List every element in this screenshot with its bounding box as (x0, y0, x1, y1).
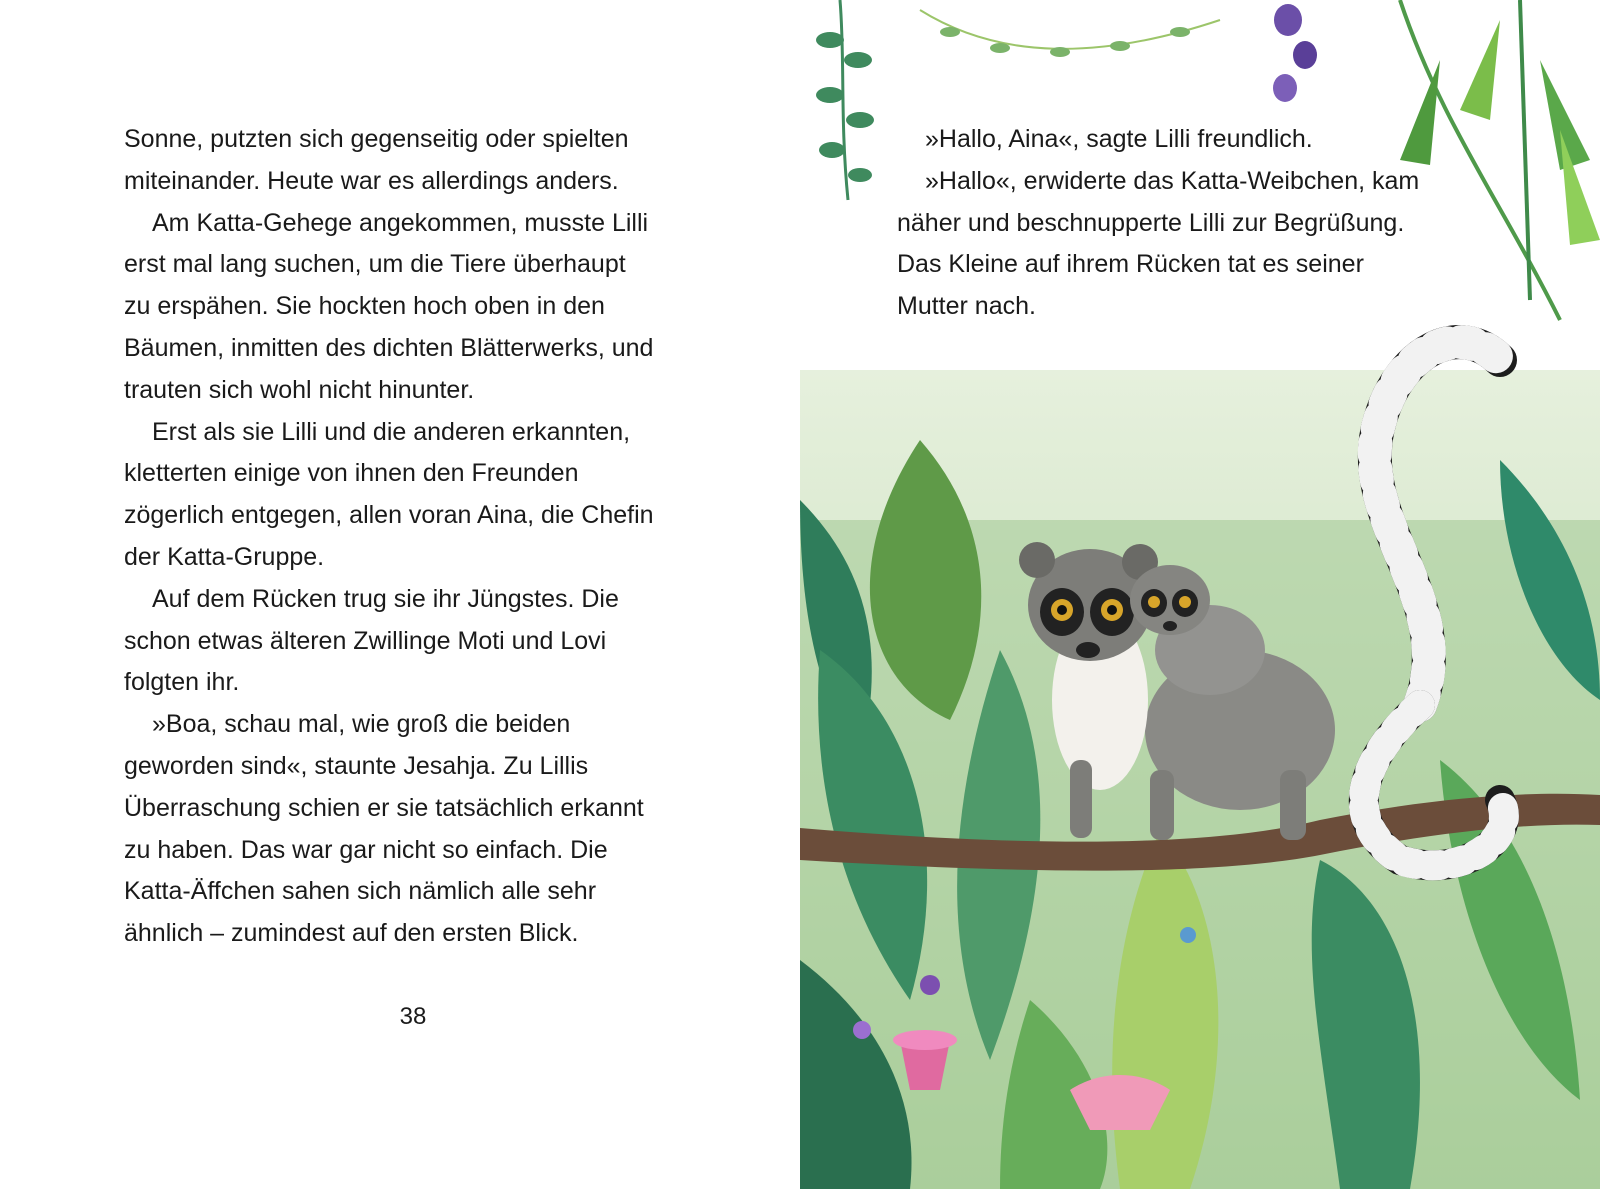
text-line: miteinander. Heute war es allerdings anders. (124, 166, 619, 195)
text-line: Bäumen, inmitten des dichten Blätterwerks, und (124, 333, 654, 362)
text-line: zu erspähen. Sie hockten hoch oben in den (124, 292, 605, 321)
right-page (800, 0, 1600, 1189)
text-line: kletterten einige von ihnen den Freunden (124, 459, 579, 488)
text-line: Das Kleine auf ihrem Rücken tat es seiner (897, 250, 1364, 279)
text-line: »Hallo, Aina«, sagte Lilli freundlich. (925, 125, 1313, 153)
page-number: 38 (399, 1003, 427, 1030)
text-line: Sonne, putzten sich gegenseitig oder spielten (124, 125, 629, 153)
text-line: Mutter nach. (897, 292, 1036, 321)
text-line: erst mal lang suchen, um die Tiere überhaupt (124, 250, 626, 279)
text-line: geworden sind«, staunte Jesahja. Zu Lillis (124, 751, 589, 780)
text-line: Erst als sie Lilli und die anderen erkannten, (152, 417, 631, 446)
text-line: trauten sich wohl nicht hinunter. (124, 375, 475, 404)
text-line: Am Katta-Gehege angekommen, musste Lilli (152, 208, 649, 237)
text-line: ähnlich – zumindest auf den ersten Blick. (124, 919, 579, 948)
left-page-text (124, 119, 704, 955)
text-line: zu haben. Das war gar nicht so einfach. Die (124, 835, 608, 864)
text-line: näher und beschnupperte Lilli zur Begrüßung. (897, 208, 1405, 237)
text-line: zögerlich entgegen, allen voran Aina, die Chefin (124, 501, 654, 530)
text-line: »Boa, schau mal, wie groß die beiden (152, 710, 571, 739)
right-page-text (897, 119, 1497, 328)
text-line: schon etwas älteren Zwillinge Moti und Lovi (124, 626, 607, 655)
text-line: Auf dem Rücken trug sie ihr Jüngstes. Die (152, 584, 619, 613)
text-line: »Hallo«, erwiderte das Katta-Weibchen, kam (925, 166, 1420, 195)
text-line: folgten ihr. (124, 668, 240, 697)
text-line: Überraschung schien er sie tatsächlich erkannt (124, 793, 644, 822)
text-line: Katta-Äffchen sahen sich nämlich alle sehr (124, 877, 597, 906)
text-line: der Katta-Gruppe. (124, 542, 325, 571)
